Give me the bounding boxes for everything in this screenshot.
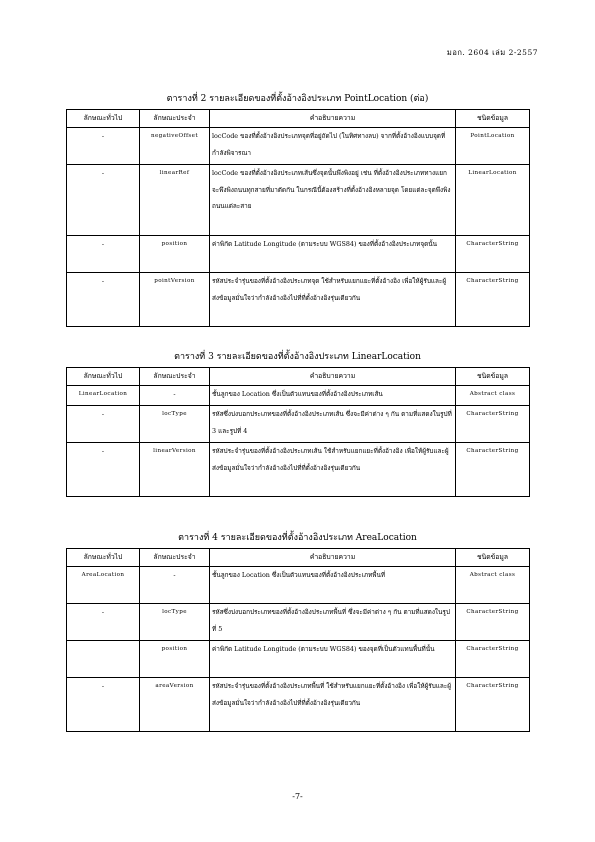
page-number: -7- xyxy=(292,792,303,801)
cell-datatype: CharacterString xyxy=(456,678,530,732)
col-header-description: คำอธิบายความ xyxy=(210,549,456,567)
col-header-attribute: ลักษณะประจำ xyxy=(140,110,210,128)
table4 xyxy=(66,548,530,732)
cell-description: รหัสประจำรุ่นของที่ตั้งอ้างอิงประเภทเส้น ใช้สำหรับแยกแยะที่ตั้งอ้างอิง เพื่อให้ผู้รับและผู้ส่งข้อมูลมั่นใจว่ากำลังอ้างอิงไปที่ที่ตั้งอ้างอิงรุ่นเดียวกัน xyxy=(210,443,456,497)
table-row xyxy=(67,273,530,327)
cell-description: locCode ของที่ตั้งอ้างอิงประเภทจุดที่อยู่ถัดไป (ในทิศทางลบ) จากที่ตั้งอ้างอิงแบบจุดที่กำลังพิจารณา xyxy=(210,128,456,165)
cell-attribute: position xyxy=(140,236,210,273)
col-header-description: คำอธิบายความ xyxy=(210,110,456,128)
cell-attribute: linearVersion xyxy=(140,443,210,497)
table-row xyxy=(67,604,530,641)
cell-attribute: - xyxy=(140,386,210,406)
document-code-header: มอก. 2604 เล่ม 2-2557 xyxy=(446,48,538,57)
cell-attribute: areaVersion xyxy=(140,678,210,732)
table-header-row xyxy=(67,368,530,386)
cell-datatype: CharacterString xyxy=(456,236,530,273)
cell-general: - xyxy=(67,165,140,236)
table-header-row xyxy=(67,110,530,128)
table-row xyxy=(67,567,530,604)
col-header-general: ลักษณะทั่วไป xyxy=(67,110,140,128)
cell-description: รหัสประจำรุ่นของที่ตั้งอ้างอิงประเภทพื้นที่ ใช้สำหรับแยกแยะที่ตั้งอ้างอิง เพื่อให้ผู้รับและผู้ส่งข้อมูลมั่นใจว่ากำลังอ้างอิงไปที่ที่ตั้งอ้างอิงรุ่นเดียวกัน xyxy=(210,678,456,732)
cell-description: ค่าพิกัด Latitude Longitude (ตามระบบ WGS84) ของจุดที่เป็นตัวแทนพื้นที่นั้น xyxy=(210,641,456,678)
cell-general: LinearLocation xyxy=(67,386,140,406)
cell-general: - xyxy=(67,604,140,641)
cell-attribute: negativeOffset xyxy=(140,128,210,165)
table3 xyxy=(66,367,530,497)
cell-attribute: linearRef xyxy=(140,165,210,236)
cell-description: locCode ของที่ตั้งอ้างอิงประเภทเส้นซึ่งจุดนั้นพึงพิงอยู่ เช่น ที่ตั้งอ้างอิงประเภททางแยกจะพึงพิงถนนทุกสายที่มาตัดกัน ในกรณีนี้ต้องสร้างที่ตั้งอ้างอิงหลายจุด โดยแต่ละจุดพึงพิงถนนแต่ละสาย xyxy=(210,165,456,236)
cell-general: - xyxy=(67,236,140,273)
cell-datatype: CharacterString xyxy=(456,273,530,327)
cell-attribute: locType xyxy=(140,406,210,443)
table2 xyxy=(66,109,530,327)
cell-general: - xyxy=(67,128,140,165)
table-row xyxy=(67,165,530,236)
table-row xyxy=(67,641,530,678)
cell-datatype: Abstract class xyxy=(456,386,530,406)
cell-general xyxy=(67,641,140,678)
col-header-datatype: ชนิดข้อมูล xyxy=(456,549,530,567)
cell-datatype: CharacterString xyxy=(456,443,530,497)
cell-description: รหัสซึ่งบ่งบอกประเภทของที่ตั้งอ้างอิงประเภทพื้นที่ ซึ่งจะมีค่าต่าง ๆ กัน ตามที่แสดงในรูปที่ 5 xyxy=(210,604,456,641)
table-row xyxy=(67,128,530,165)
col-header-attribute: ลักษณะประจำ xyxy=(140,368,210,386)
table-row xyxy=(67,443,530,497)
table-row xyxy=(67,678,530,732)
col-header-general: ลักษณะทั่วไป xyxy=(67,368,140,386)
cell-attribute: - xyxy=(140,567,210,604)
cell-datatype: CharacterString xyxy=(456,406,530,443)
table2-caption: ตารางที่ 2 รายละเอียดของที่ตั้งอ้างอิงประเภท PointLocation (ต่อ) xyxy=(166,94,429,104)
cell-attribute: locType xyxy=(140,604,210,641)
cell-description: ค่าพิกัด Latitude Longitude (ตามระบบ WGS84) ของที่ตั้งอ้างอิงประเภทจุดนั้น xyxy=(210,236,456,273)
cell-attribute: pointVersion xyxy=(140,273,210,327)
cell-general: - xyxy=(67,406,140,443)
cell-general: AreaLocation xyxy=(67,567,140,604)
col-header-general: ลักษณะทั่วไป xyxy=(67,549,140,567)
col-header-attribute: ลักษณะประจำ xyxy=(140,549,210,567)
table-header-row xyxy=(67,549,530,567)
cell-general: - xyxy=(67,273,140,327)
cell-general: - xyxy=(67,443,140,497)
cell-description: ชั้นลูกของ Location ซึ่งเป็นตัวแทนของที่ตั้งอ้างอิงประเภทพื้นที่ xyxy=(210,567,456,604)
col-header-datatype: ชนิดข้อมูล xyxy=(456,110,530,128)
cell-description: รหัสซึ่งบ่งบอกประเภทของที่ตั้งอ้างอิงประเภทเส้น ซึ่งจะมีค่าต่าง ๆ กัน ตามที่แสดงในรูปที่ 3 และรูปที่ 4 xyxy=(210,406,456,443)
cell-description: รหัสประจำรุ่นของที่ตั้งอ้างอิงประเภทจุด ใช้สำหรับแยกแยะที่ตั้งอ้างอิง เพื่อให้ผู้รับและผู้ส่งข้อมูลมั่นใจว่ากำลังอ้างอิงไปที่ที่ตั้งอ้างอิงรุ่นเดียวกัน xyxy=(210,273,456,327)
table-row xyxy=(67,386,530,406)
col-header-datatype: ชนิดข้อมูล xyxy=(456,368,530,386)
cell-description: ชั้นลูกของ Location ซึ่งเป็นตัวแทนของที่ตั้งอ้างอิงประเภทเส้น xyxy=(210,386,456,406)
cell-datatype: CharacterString xyxy=(456,641,530,678)
cell-datatype: CharacterString xyxy=(456,604,530,641)
col-header-description: คำอธิบายความ xyxy=(210,368,456,386)
table3-caption: ตารางที่ 3 รายละเอียดของที่ตั้งอ้างอิงประเภท LinearLocation xyxy=(174,352,421,362)
cell-datatype: LinearLocation xyxy=(456,165,530,236)
cell-general: - xyxy=(67,678,140,732)
table4-caption: ตารางที่ 4 รายละเอียดของที่ตั้งอ้างอิงประเภท AreaLocation xyxy=(178,533,417,543)
table-row xyxy=(67,236,530,273)
cell-attribute: position xyxy=(140,641,210,678)
cell-datatype: PointLocation xyxy=(456,128,530,165)
table-row xyxy=(67,406,530,443)
cell-datatype: Abstract class xyxy=(456,567,530,604)
